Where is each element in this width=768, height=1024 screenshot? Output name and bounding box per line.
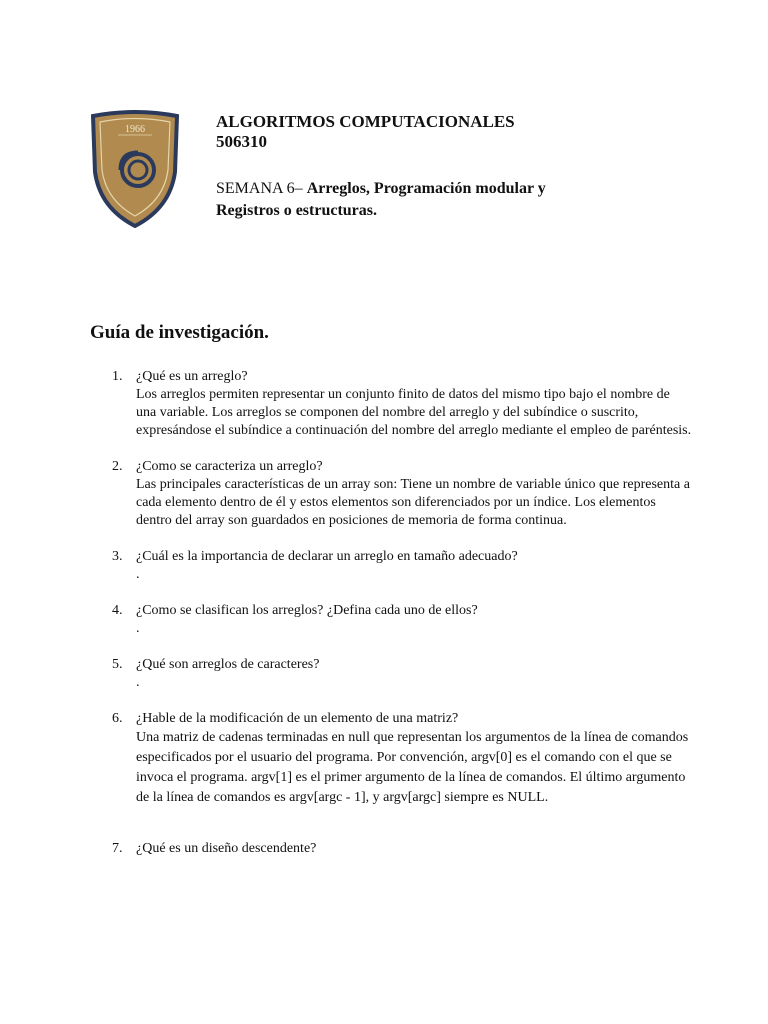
- section-title: Guía de investigación.: [90, 322, 269, 343]
- answer-text: Una matriz de cadenas terminadas en null que representan los argumentos de la línea de comandos especificados por el usuario del programa. Por convención, argv[0] es el comando con el que se invoca el programa. argv[1] es el primer argumento de la línea de comandos. El último argumento de la línea de comandos es argv[argc - 1], y argv[argc] siempre es NULL.: [136, 730, 689, 805]
- answer-text: .: [136, 675, 140, 690]
- document-header: [216, 112, 736, 222]
- question-text: ¿Hable de la modificación de un elemento de una matriz?: [136, 711, 459, 726]
- question-number: 1.: [112, 369, 123, 384]
- question-number: 6.: [112, 711, 123, 726]
- question-text: ¿Cuál es la importancia de declarar un arreglo en tamaño adecuado?: [136, 549, 518, 564]
- answer-text: .: [136, 567, 140, 582]
- question-text: ¿Qué es un arreglo?: [136, 369, 248, 384]
- question-number: 4.: [112, 603, 123, 618]
- university-crest-logo: [90, 110, 180, 228]
- question-list: [112, 368, 692, 858]
- question-text: ¿Qué son arreglos de caracteres?: [136, 657, 320, 672]
- answer-text: Las principales características de un array son: Tiene un nombre de variable único que representa a cada elemento dentro de él y estos elementos son diferenciados por un índice. Los elementos dentro del array son guardados en posiciones de memoria de forma continua.: [136, 477, 690, 528]
- question-item-7: [112, 840, 692, 858]
- question-item-2: [112, 458, 692, 530]
- question-text: ¿Como se clasifican los arreglos? ¿Defina cada uno de ellos?: [136, 603, 478, 618]
- answer-text: .: [136, 621, 140, 636]
- question-item-1: [112, 368, 692, 440]
- question-item-4: [112, 602, 692, 638]
- course-title: ALGORITMOS COMPUTACIONALES: [216, 112, 515, 131]
- question-item-3: [112, 548, 692, 584]
- question-number: 2.: [112, 459, 123, 474]
- question-text: ¿Como se caracteriza un arreglo?: [136, 459, 323, 474]
- week-label: SEMANA 6–: [216, 180, 303, 197]
- course-code: 506310: [216, 132, 267, 151]
- crest-year: 1966: [125, 124, 145, 135]
- question-item-6: [112, 710, 692, 808]
- question-number: 7.: [112, 841, 123, 856]
- question-item-5: [112, 656, 692, 692]
- question-text: ¿Qué es un diseño descendente?: [136, 841, 317, 856]
- question-number: 3.: [112, 549, 123, 564]
- week-topic: Arreglos, Programación modular y Registros o estructuras.: [216, 180, 546, 219]
- answer-text: Los arreglos permiten representar un conjunto finito de datos del mismo tipo bajo el nombre de una variable. Los arreglos se componen del nombre del arreglo y del subíndice o suscrito, expresándose el subíndice a continuación del nombre del arreglo mediante el empleo de paréntesis.: [136, 387, 692, 438]
- question-number: 5.: [112, 657, 123, 672]
- week-heading: [216, 178, 596, 222]
